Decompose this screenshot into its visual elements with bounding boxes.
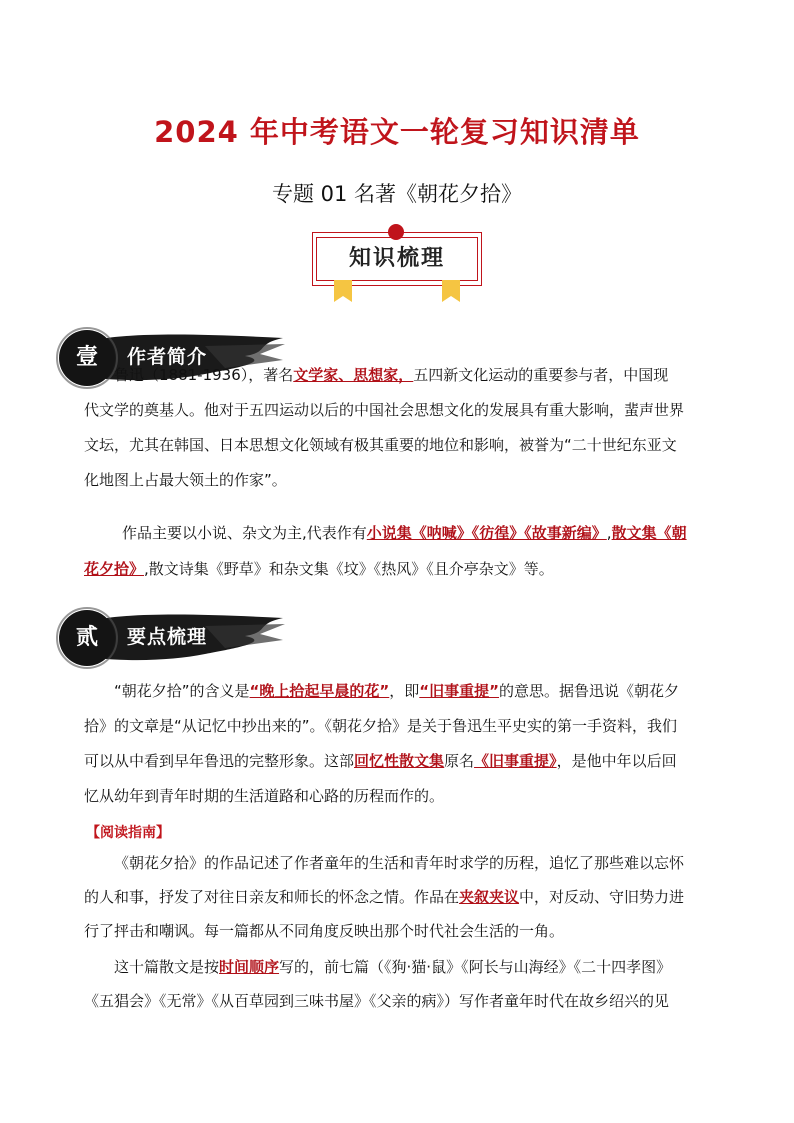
- highlight-text: 花夕拾》: [84, 560, 145, 578]
- text-line: 拾》的文章是“从记忆中抄出来的”。《朝花夕拾》是关于鲁迅生平史实的第一手资料，我们: [84, 717, 678, 735]
- text-line: 《朝花夕拾》的作品记述了作者童年的生活和青年时求学的历程，追忆了那些难以忘怀: [114, 854, 685, 872]
- section-title: 作者简介: [127, 346, 208, 368]
- text-run: 中，对反动、守旧势力进: [519, 888, 685, 906]
- section-number: 壹: [75, 345, 98, 370]
- text-line: 行了抨击和嘲讽。每一篇都从不同角度反映出那个时代社会生活的一角。: [84, 922, 565, 940]
- text-run: 的人和事，抒发了对往日亲友和师长的怀念之情。作品在: [84, 888, 460, 906]
- highlight-text: 时间顺序: [219, 958, 280, 976]
- highlight-text: 文学家、思想家，: [293, 366, 414, 384]
- text-run: ，是他中年以后回: [556, 752, 677, 770]
- text-run: 这十篇散文是按: [114, 958, 220, 976]
- text-line: 代文学的奠基人。他对于五四运动以后的中国社会思想文化的发展具有重大影响，蜚声世界: [84, 401, 685, 419]
- document-title: 2024 年中考语文一轮复习知识清单: [154, 115, 640, 149]
- reading-guide-paragraph: [84, 846, 724, 948]
- ribbon-right-icon: [442, 280, 460, 302]
- highlight-text: “旧事重提”: [419, 682, 499, 700]
- document-subtitle: 专题 01 名著《朝花夕拾》: [271, 182, 523, 206]
- text-run: ，即: [389, 682, 420, 700]
- chapters-paragraph: [84, 950, 724, 1018]
- text-run: ,: [606, 524, 612, 542]
- highlight-text: 回忆性散文集: [354, 752, 445, 770]
- text-line: 化地图上占最大领土的作家”。: [84, 471, 287, 489]
- text-line: 文坛，尤其在韩国、日本思想文化领域有极其重要的地位和影响，被誉为“二十世纪东亚文: [84, 436, 677, 454]
- text-run: ,散文诗集《野草》和杂文集《坟》《热风》《且介亭杂文》等。: [144, 560, 554, 578]
- text-run: 五四新文化运动的重要参与者，中国现: [413, 366, 669, 384]
- text-run: 可以从中看到早年鲁迅的完整形象。这部: [84, 752, 355, 770]
- meaning-paragraph: [84, 674, 724, 814]
- section-badge: [312, 232, 482, 288]
- highlight-text: 散文集《朝: [611, 524, 687, 542]
- text-run: “朝花夕拾”的含义是: [114, 682, 250, 700]
- section-number: 贰: [75, 625, 98, 650]
- text-run: 作品主要以小说、杂文为主,代表作有: [122, 524, 367, 542]
- text-run: 鲁迅（1881-1936），著名: [114, 366, 294, 384]
- text-run: 原名: [444, 752, 475, 770]
- badge-dot-icon: [388, 224, 404, 240]
- section-title: 要点梳理: [127, 626, 208, 648]
- works-paragraph: [84, 515, 724, 587]
- ribbon-left-icon: [334, 280, 352, 302]
- highlight-text: “晚上拾起早晨的花”: [249, 682, 390, 700]
- text-line: 忆从幼年到青年时期的生活道路和心路的历程而作的。: [84, 787, 445, 805]
- section-heading-keypoints: [55, 606, 285, 670]
- highlight-text: 夹叙夹议: [459, 888, 520, 906]
- highlight-text: 《旧事重提》: [474, 752, 557, 770]
- text-run: 的意思。据鲁迅说《朝花夕: [499, 682, 680, 700]
- badge-label: 知识梳理: [316, 237, 478, 281]
- text-run: 写的，前七篇（《狗·猫·鼠》《阿长与山海经》《二十四孝图》: [279, 958, 672, 976]
- text-line: 《五猖会》《无常》《从百草园到三味书屋》《父亲的病》）写作者童年时代在故乡绍兴的见: [84, 992, 670, 1010]
- reading-guide-label: 【阅读指南】: [86, 825, 170, 841]
- author-intro-paragraph: [84, 358, 724, 498]
- highlight-text: 小说集《呐喊》《彷徨》《故事新编》: [366, 524, 607, 542]
